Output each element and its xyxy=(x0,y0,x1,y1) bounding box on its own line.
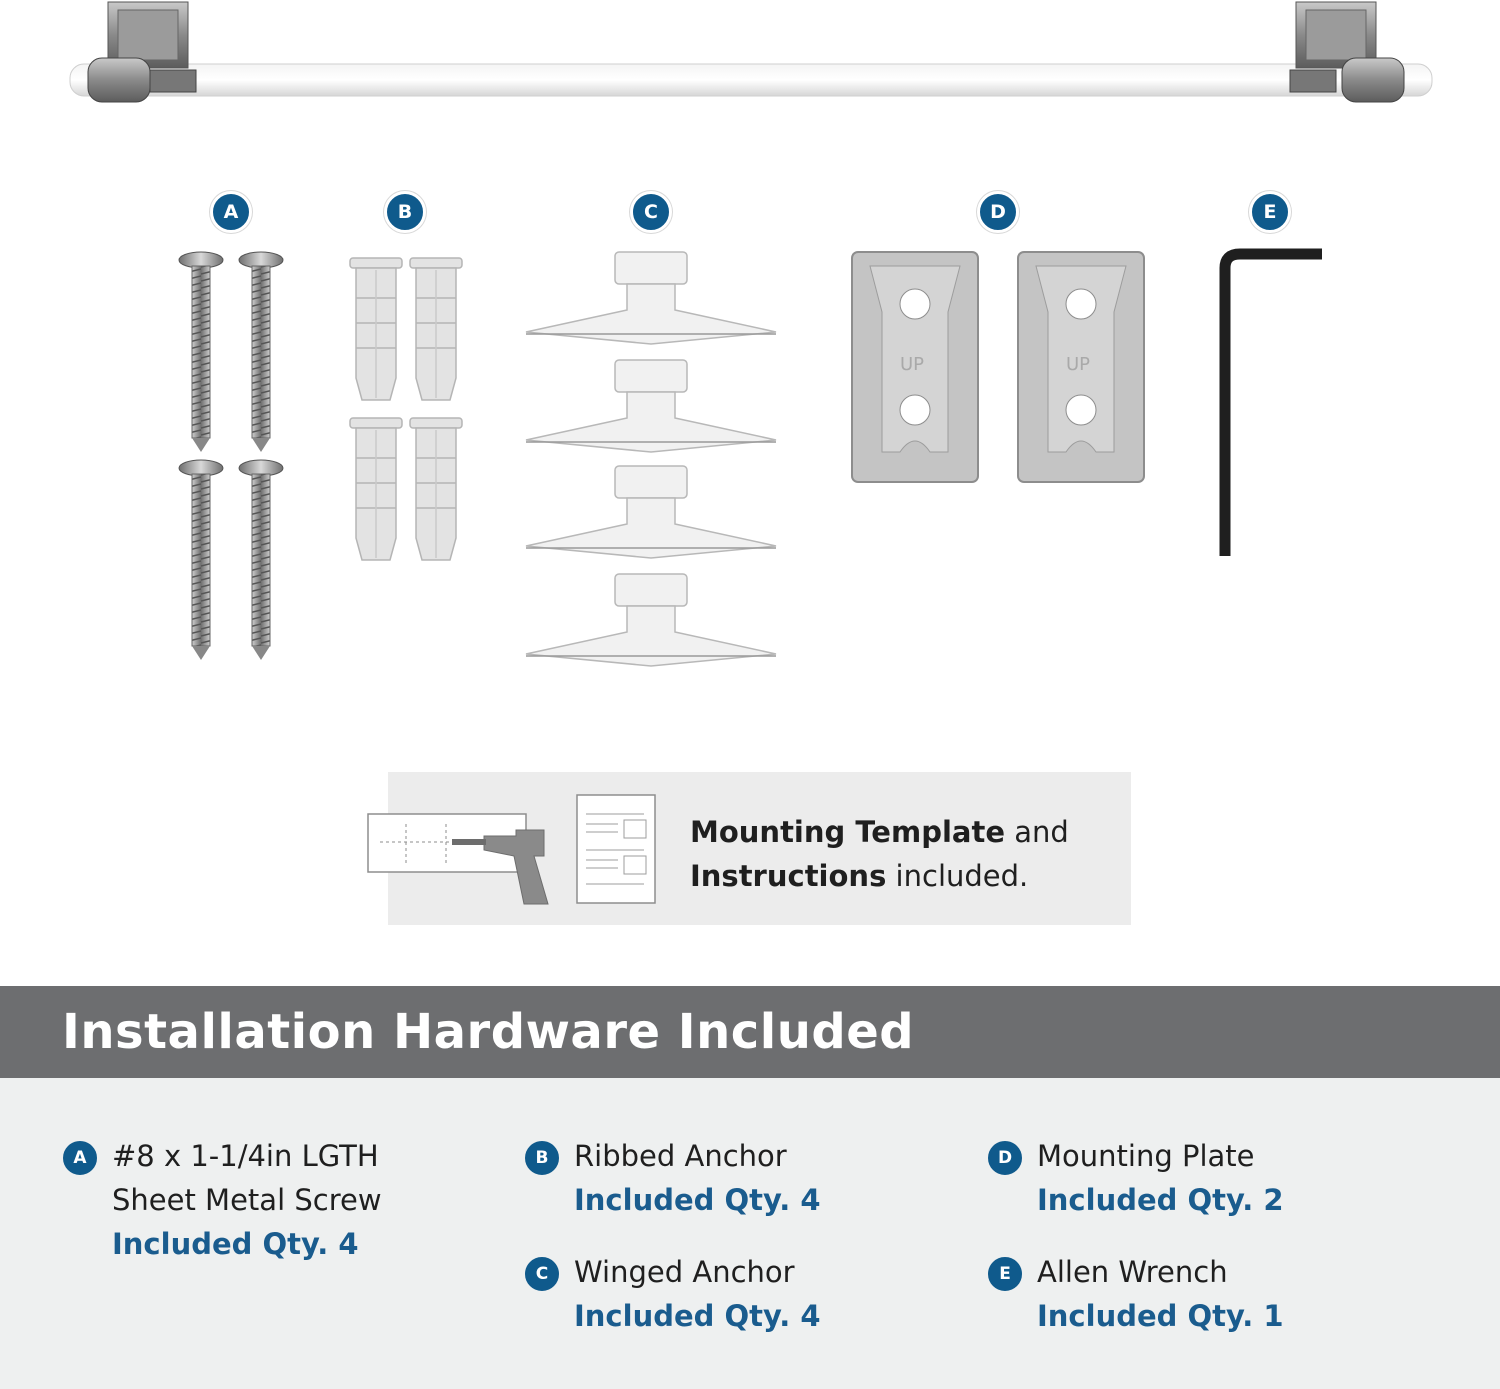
item-name-b: Ribbed Anchor xyxy=(574,1139,787,1173)
screw-icon xyxy=(179,252,283,660)
plate-up-label-2: UP xyxy=(1066,354,1091,375)
part-badge-d: D xyxy=(977,191,1019,233)
item-name-d: Mounting Plate xyxy=(1037,1139,1255,1173)
item-qty-a: Included Qty. 4 xyxy=(112,1227,359,1261)
allen-wrench-icon xyxy=(1225,254,1322,556)
mounting-template-note xyxy=(690,810,1110,898)
plate-up-label-1: UP xyxy=(900,354,925,375)
part-badge-b: B xyxy=(384,191,426,233)
item-name-a-line2: Sheet Metal Screw xyxy=(112,1183,382,1217)
item-badge-e: E xyxy=(985,1254,1025,1294)
winged-anchor-icon xyxy=(526,252,776,666)
part-badge-a: A xyxy=(210,191,252,233)
item-badge-c: C xyxy=(522,1254,562,1294)
towel-bar-illustration xyxy=(0,0,1500,130)
item-qty-c: Included Qty. 4 xyxy=(574,1299,821,1333)
item-name-e: Allen Wrench xyxy=(1037,1255,1228,1289)
parts-illustration xyxy=(0,240,1500,680)
item-badge-a: A xyxy=(60,1138,100,1178)
instructions-document-icon xyxy=(576,794,656,904)
part-badge-e: E xyxy=(1249,191,1291,233)
template-note-plain-2: included. xyxy=(886,859,1029,893)
template-note-bold-1: Mounting Template xyxy=(690,815,1005,849)
item-badge-b: B xyxy=(522,1138,562,1178)
item-qty-e: Included Qty. 1 xyxy=(1037,1299,1284,1333)
hardware-list xyxy=(0,1078,1500,1389)
mounting-template-panel xyxy=(388,772,1131,925)
ribbed-anchor-icon xyxy=(350,258,462,560)
item-qty-b: Included Qty. 4 xyxy=(574,1183,821,1217)
part-badge-c: C xyxy=(630,191,672,233)
item-badge-d: D xyxy=(985,1138,1025,1178)
section-header xyxy=(0,986,1500,1078)
template-note-plain-1: and xyxy=(1005,815,1069,849)
item-name-a-line1: #8 x 1-1/4in LGTH xyxy=(112,1139,379,1173)
item-qty-d: Included Qty. 2 xyxy=(1037,1183,1284,1217)
section-title: Installation Hardware Included xyxy=(62,1004,915,1060)
mounting-plate-icon xyxy=(852,252,1144,482)
item-name-c: Winged Anchor xyxy=(574,1255,795,1289)
template-note-bold-2: Instructions xyxy=(690,859,887,893)
